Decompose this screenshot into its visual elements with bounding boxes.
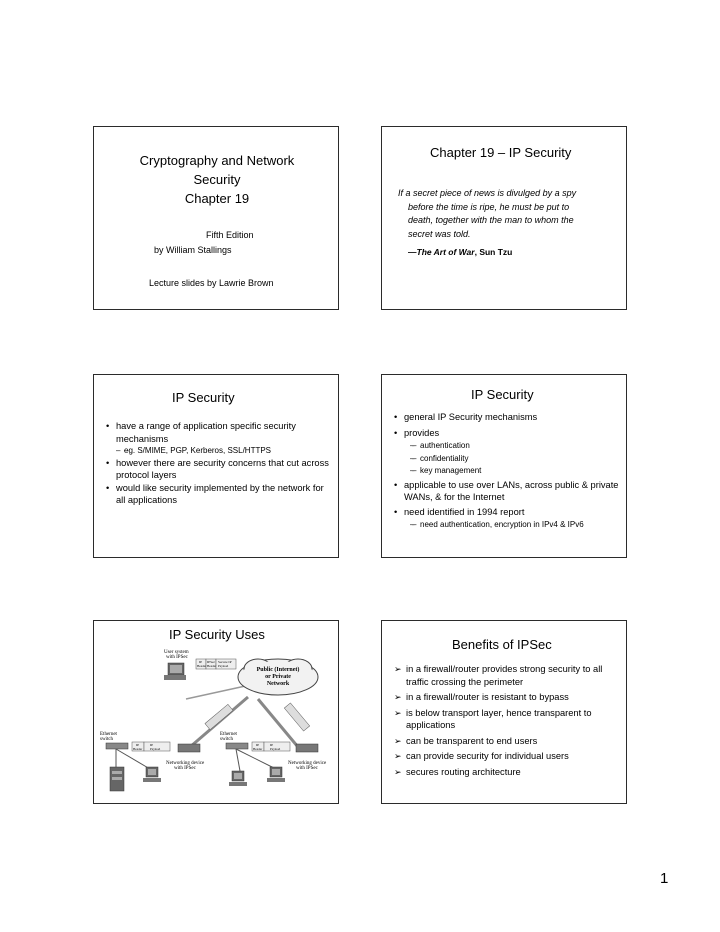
benefit-item: ➢ is below transport layer, hence transparent to applications [394, 707, 592, 730]
benefits-list [394, 663, 624, 778]
svg-text:IP: IP [150, 743, 154, 747]
benefit-item: ➢ can provide security for individual users [394, 751, 569, 761]
arrow-bullet-icon: ➢ [394, 766, 402, 777]
ipsec-packet-header [196, 659, 236, 669]
slide-title: IP Security Uses [169, 627, 265, 642]
right-switch-label: Ethernet [220, 732, 237, 737]
svg-text:Header: Header [133, 747, 143, 751]
arrow-bullet-icon: ➢ [394, 707, 402, 718]
bullet-item: • applicable to use over LANs, across public & private WANs, & for the Internet [392, 479, 622, 504]
user-system-label: User system [164, 650, 189, 655]
svg-text:or Private: or Private [265, 674, 291, 680]
slide-title: Chapter 19 – IP Security [430, 145, 572, 160]
page-number: 1 [660, 870, 669, 887]
packet-box [284, 703, 309, 731]
svg-text:IP: IP [270, 743, 274, 747]
title-line: Cryptography and Network [139, 153, 295, 168]
svg-text:with IPSec: with IPSec [174, 766, 196, 771]
arrow-bullet-icon: ➢ [394, 664, 402, 674]
bullet-list [392, 411, 622, 531]
title-line: Security [193, 172, 241, 187]
quote [398, 187, 620, 241]
benefit-item: ➢ in a firewall/router provides strong security to all traffic crossing the perimeter [394, 664, 603, 687]
slide-title: IP Security [172, 390, 235, 405]
sub-bullet-item: – – need authentication, encryption in IPv4 & IPv6 [392, 519, 622, 531]
svg-text:IPSec: IPSec [207, 660, 216, 664]
arrow-bullet-icon: ➢ [394, 735, 402, 746]
cloud-label: Public (Internet) [256, 667, 300, 673]
bullet-item: • would like security implemented by the network for all applications [104, 482, 330, 507]
bullet-item: • need identified in 1994 report [392, 506, 622, 519]
credit-text: Lecture slides by Lawrie Brown [149, 278, 274, 288]
svg-text:IP: IP [136, 743, 140, 747]
ipsec-network-diagram [98, 647, 334, 801]
server-icon [110, 767, 124, 791]
svg-text:Payload: Payload [270, 747, 281, 751]
bullet-item: • however there are security concerns that cut across protocol layers [104, 457, 330, 482]
sub-bullet-item: – – confidentiality [392, 453, 622, 465]
slide-benefits-ipsec [381, 620, 627, 804]
bullet-item: • general IP Security mechanisms [392, 411, 622, 424]
quote-line: secret was told. [408, 228, 471, 239]
svg-text:with IPSec: with IPSec [296, 766, 318, 771]
benefit-item: ➢ in a firewall/router is resistant to bypass [394, 692, 569, 702]
svg-text:switch: switch [100, 737, 114, 742]
arrow-bullet-icon: ➢ [394, 751, 402, 761]
slide-ip-security-2 [381, 374, 627, 558]
right-device-label: Networking device [288, 761, 327, 766]
slide-title: Benefits of IPSec [452, 637, 552, 652]
svg-text:IP: IP [256, 743, 260, 747]
switch-icon [226, 743, 248, 749]
computer-icon [164, 663, 186, 680]
cloud-icon [238, 659, 318, 695]
left-switch-label: Ethernet [100, 732, 117, 737]
slide-chapter [381, 126, 627, 310]
sub-bullet-item: – – key management [392, 465, 622, 477]
slide-title: IP Security [471, 387, 534, 402]
edition-text: Fifth Edition [206, 230, 254, 240]
packet-box [205, 704, 233, 729]
lan-packet [132, 742, 170, 751]
computer-icon [267, 767, 285, 782]
benefit-item: ➢ can be transparent to end users [394, 735, 538, 746]
title-block [94, 151, 340, 208]
benefit-item: ➢ secures routing architecture [394, 766, 521, 777]
svg-text:Payload: Payload [218, 664, 229, 668]
slide-ip-security-uses [93, 620, 339, 804]
slide-title [93, 126, 339, 310]
svg-text:Payload: Payload [150, 747, 161, 751]
lan-packet [252, 742, 290, 751]
quote-line: before the time is ripe, he must be put to [408, 201, 570, 212]
sub-bullet-item: – – authentication [392, 440, 622, 452]
svg-text:Network: Network [266, 681, 290, 687]
svg-text:Secure IP: Secure IP [218, 660, 232, 664]
quote-attribution: —The Art of War, Sun Tzu [408, 247, 513, 257]
sub-bullet-item: – – eg. S/MIME, PGP, Kerberos, SSL/HTTPS [104, 445, 330, 457]
author-text: by William Stallings [154, 245, 232, 255]
svg-text:IP: IP [199, 660, 203, 664]
router-icon [296, 744, 318, 752]
svg-text:Header: Header [207, 664, 217, 668]
bullet-item: • provides [392, 427, 622, 440]
quote-line: death, together with the man to whom the [408, 215, 574, 225]
svg-text:Header: Header [197, 664, 207, 668]
left-device-label: Networking device [166, 761, 205, 766]
arrow-bullet-icon: ➢ [394, 692, 402, 702]
switch-icon [106, 743, 128, 749]
router-icon [178, 744, 200, 752]
slide-ip-security-1 [93, 374, 339, 558]
bullet-list [104, 420, 330, 507]
svg-text:with IPSec: with IPSec [166, 655, 188, 660]
title-line: Chapter 19 [184, 191, 250, 206]
bullet-item: • have a range of application specific security mechanisms [104, 420, 330, 445]
svg-text:switch: switch [220, 737, 234, 742]
computer-icon [143, 767, 161, 782]
quote-line: If a secret piece of news is divulged by a spy [398, 188, 577, 198]
svg-text:Header: Header [253, 747, 263, 751]
computer-icon [229, 771, 247, 786]
work-title: The Art of War [416, 247, 475, 257]
